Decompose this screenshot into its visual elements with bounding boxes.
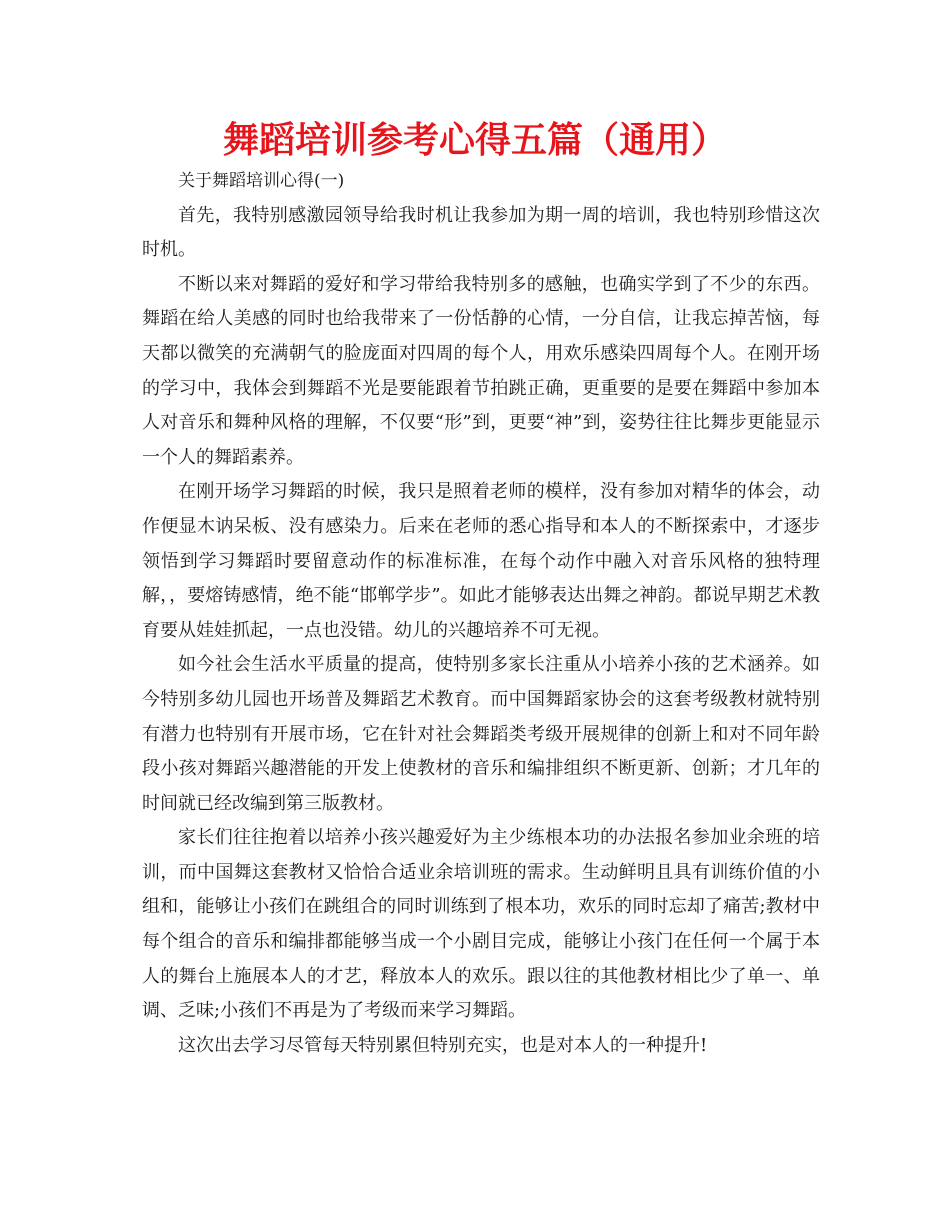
paragraph-5: 家长们往往抱着以培养小孩兴趣爱好为主少练根本功的办法报名参加业余班的培训，而中国舞这套教材又恰恰合适业余培训班的需求。生动鲜明且具有训练价值的小组和，能够让小孩们在跳组合的同时训练到了根本功，欢乐的同时忘却了痛苦;教材中每个组合的音乐和编排都能够当成一个小剧目完成，能够让小孩门在任何一个属于本人的舞台上施展本人的才艺，释放本人的欢乐。跟以往的其他教材相比少了单一、单调、乏味;小孩们不再是为了考级而来学习舞蹈。 <box>142 827 820 1022</box>
paragraph-4: 如今社会生活水平质量的提高，使特别多家长注重从小培养小孩的艺术涵养。如今特别多幼儿园也开场普及舞蹈艺术教育。而中国舞蹈家协会的这套考级教材就特别有潜力也特别有开展市场，它在针对社会舞蹈类考级开展规律的创新上和对不同年龄段小孩对舞蹈兴趣潜能的开发上使教材的音乐和编排组织不断更新、创新；才几年的时间就已经改编到第三版教材。 <box>142 654 820 814</box>
paragraph-6: 这次出去学习尽管每天特别累但特别充实，也是对本人的一种提升! <box>178 1034 708 1056</box>
paragraph-1: 首先，我特别感激园领导给我时机让我参加为期一周的培训，我也特别珍惜这次时机。 <box>142 204 820 261</box>
document-body <box>142 164 820 1063</box>
paragraph-2: 不断以来对舞蹈的爱好和学习带给我特别多的感触，也确实学到了不少的东西。舞蹈在给人美感的同时也给我带来了一份恬静的心情，一分自信，让我忘掉苦恼，每天都以微笑的充满朝气的脸庞面对四周的每个人，用欢乐感染四周每个人。在刚开场的学习中，我体会到舞蹈不光是要能跟着节拍跳正确，更重要的是要在舞蹈中参加本人对音乐和舞种风格的理解，不仅要“形”到，更要“神”到，姿势往往比舞步更能显示一个人的舞蹈素养。 <box>142 273 820 468</box>
section-subtitle: 关于舞蹈培训心得(一) <box>178 171 345 191</box>
document-title: 舞蹈培训参考心得五篇（通用） <box>222 120 727 161</box>
paragraph-3: 在刚开场学习舞蹈的时候，我只是照着老师的模样，没有参加对精华的体会，动作便显木讷呆板、没有感染力。后来在老师的悉心指导和本人的不断探索中，才逐步领悟到学习舞蹈时要留意动作的标准标准，在每个动作中融入对音乐风格的独特理解，，要熔铸感情，绝不能“邯郸学步”。如此才能够表达出舞之神韵。都说早期艺术教育要从娃娃抓起，一点也没错。幼儿的兴趣培养不可无视。 <box>142 481 820 641</box>
